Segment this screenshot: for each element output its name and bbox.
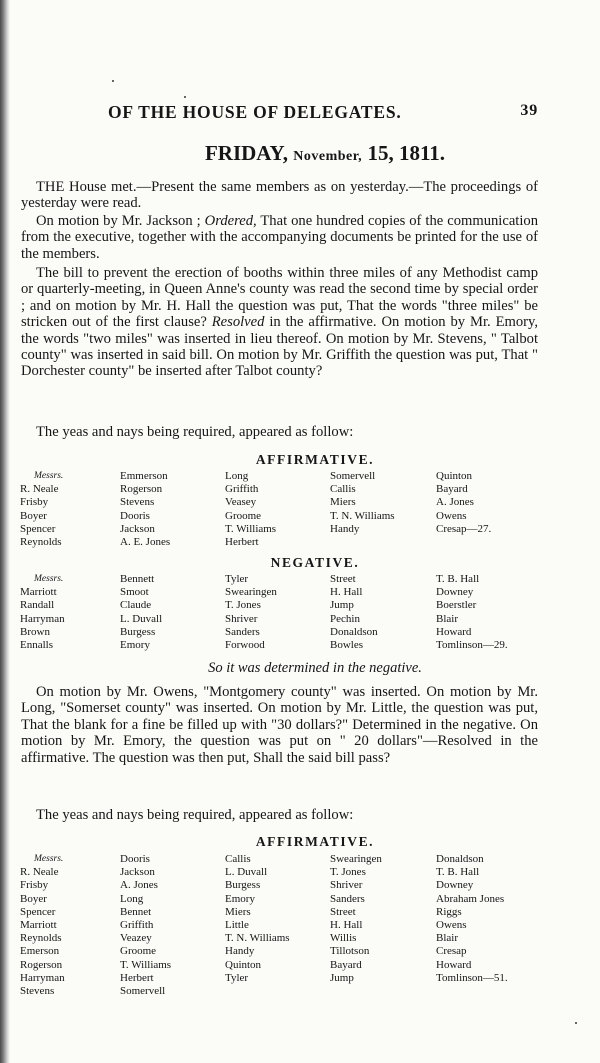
vote1-negative-member-name: T. B. Hall	[436, 573, 480, 585]
table-row	[20, 536, 540, 549]
vote2-affirmative-member-name: Dooris	[120, 853, 150, 865]
vote1-affirmative-member-name: T. N. Williams	[330, 509, 395, 522]
messrs-label: Messrs.	[34, 574, 64, 584]
table-row	[20, 599, 540, 612]
vote2-affirmative-member-name: Jump	[330, 971, 354, 984]
paragraph-amendments: On motion by Mr. Owens, "Montgomery county" was inserted. On motion by Mr. Long, "Somerset county" was inserted. On motion by Mr. Little, the question was put, That the blank for a fine be filled up with "30 dollars?" Determined in the negative. On motion by Mr. Emory, the question was put on " 20 dollars"—Resolved in the affirmative. The question was then put, Shall the said bill pass?	[21, 684, 538, 766]
vote1-affirmative-member-name: Jackson	[120, 522, 155, 535]
vote2-affirmative-member-name: Reynolds	[20, 932, 62, 945]
vote1-negative-member-name: Donaldson	[330, 625, 378, 638]
vote2-affirmative-member-name: Handy	[225, 945, 255, 958]
vote2-affirmative-member-name: Riggs	[436, 905, 462, 918]
vote2-affirmative-member-name: Blair	[436, 932, 458, 945]
table-row	[20, 853, 540, 866]
paragraph-yeas-nays-2: The yeas and nays being required, appeared as follow:	[36, 807, 354, 823]
resolved-word: Resolved	[211, 314, 265, 331]
vote2-affirmative-member-name: Frisby	[20, 879, 49, 892]
vote1-affirmative-member-name: A. E. Jones	[120, 536, 171, 548]
vote1-affirmative-member-name: Bayard	[436, 483, 468, 496]
vote1-negative-member-name: Brown	[20, 625, 50, 638]
vote1-affirmative-member-name: Dooris	[120, 509, 150, 522]
vote2-affirmative-member-name: Tillotson	[330, 945, 370, 958]
vote1-affirmative-member-name: Somervell	[330, 470, 376, 482]
vote2-affirmative-heading: AFFIRMATIVE.	[255, 834, 375, 849]
vote1-affirmative-member-name: Reynolds	[20, 536, 62, 548]
vote1-negative-member-name: Bowles	[330, 639, 363, 651]
vote2-affirmative-member-name: Burgess	[225, 879, 261, 892]
vote2-affirmative-member-name: H. Hall	[330, 919, 363, 931]
table-row	[20, 972, 540, 985]
vote1-negative-member-name: Jump	[330, 599, 354, 612]
vote1-result: So it was determined in the negative.	[208, 660, 422, 676]
vote2-affirmative-member-name: T. B. Hall	[436, 866, 480, 879]
vote2-affirmative-member-name: Marriott	[20, 919, 57, 931]
messrs-label: Messrs.	[34, 854, 64, 864]
vote1-negative-member-name: Harryman	[20, 612, 65, 625]
vote1-negative-member-name: Shriver	[225, 612, 258, 625]
vote2-affirmative-member-name: R. Neale	[20, 866, 59, 879]
date-month: November,	[293, 149, 363, 164]
table-row	[20, 586, 540, 599]
vote2-affirmative-member-name: Jackson	[120, 866, 155, 879]
vote1-affirmative-member-name: Groome	[225, 509, 262, 522]
vote2-affirmative-member-name: Boyer	[20, 892, 47, 905]
table-row	[20, 866, 540, 879]
vote1-affirmative-member-name: Rogerson	[120, 483, 163, 496]
vote1-negative-member-name: T. Jones	[225, 599, 261, 612]
messrs-label: Messrs.	[34, 471, 64, 481]
vote1-negative-member-name: Tyler	[225, 573, 249, 585]
vote2-affirmative-member-name: L. Duvall	[225, 866, 268, 879]
vote1-affirmative-member-name: Stevens	[120, 496, 155, 509]
vote1-affirmative-member-name: Owens	[436, 509, 467, 522]
table-row	[20, 945, 540, 958]
running-head-title: OF THE HOUSE OF DELEGATES.	[108, 102, 402, 122]
vote1-negative-member-name: Forwood	[225, 639, 265, 651]
table-row	[20, 613, 540, 626]
vote1-affirmative-member-name: Long	[225, 470, 249, 482]
vote1-affirmative-member-name: Quinton	[436, 470, 473, 482]
vote2-affirmative-member-name: Callis	[225, 853, 251, 865]
vote1-negative-member-name: H. Hall	[330, 586, 363, 599]
vote2-affirmative-member-name: Tomlinson—51.	[436, 971, 508, 984]
vote1-affirmative-member-name: Herbert	[225, 536, 259, 548]
vote2-affirmative-member-name: Emerson	[20, 945, 60, 958]
vote1-negative-member-name: Ennalls	[20, 639, 53, 651]
vote2-affirmative-member-name: Abraham Jones	[436, 892, 505, 905]
vote2-affirmative-member-name: Quinton	[225, 958, 262, 971]
vote2-affirmative-member-name: Miers	[225, 905, 251, 918]
vote1-negative-heading: NEGATIVE.	[270, 555, 360, 570]
vote1-affirmative-member-name: T. Williams	[225, 522, 277, 535]
vote1-affirmative-heading: AFFIRMATIVE.	[255, 452, 375, 467]
vote1-negative-member-name: Emory	[120, 639, 150, 651]
vote1-affirmative-member-name: R. Neale	[20, 483, 59, 496]
running-head	[108, 102, 538, 123]
table-row	[20, 932, 540, 945]
vote2-affirmative-member-name: Little	[225, 919, 249, 931]
vote1-affirmative-member-name: Cresap—27.	[436, 522, 492, 535]
vote2-affirmative-member-name: Stevens	[20, 985, 55, 997]
vote2-affirmative-member-name: Street	[330, 905, 356, 918]
print-speck	[184, 96, 186, 98]
vote2-affirmative-member-name: Downey	[436, 879, 474, 892]
vote1-affirmative-member-name: Griffith	[225, 483, 259, 496]
vote1-negative-member-name: Bennett	[120, 573, 155, 585]
vote2-affirmative-member-name: Owens	[436, 919, 467, 931]
vote1-negative-member-name: Claude	[120, 599, 152, 612]
vote2-affirmative-member-name: Tyler	[225, 971, 249, 984]
vote1-negative-member-name: Boerstler	[436, 599, 477, 612]
vote2-affirmative-member-name: T. Jones	[330, 866, 366, 879]
table-row	[20, 470, 540, 483]
table-row	[20, 496, 540, 509]
vote2-affirmative-member-name: Somervell	[120, 985, 166, 997]
ordered-word: Ordered,	[204, 213, 257, 229]
vote1-affirmative-member-name: Frisby	[20, 496, 49, 509]
vote2-affirmative-member-name: Bennet	[120, 905, 152, 918]
paragraph-house-met: THE House met.—Present the same members as on yesterday.—The proceedings of yesterday were read.	[21, 179, 538, 212]
vote1-affirmative-member-name: Veasey	[225, 496, 257, 509]
date-day: FRIDAY,	[204, 141, 289, 165]
paragraph-jackson-motion	[21, 213, 538, 262]
jackson-motion-body: That one hundred copies of the communication from the executive, together with the accompanying documents be printed for the use of the members.	[21, 213, 539, 262]
vote1-negative-member-name: Burgess	[120, 625, 156, 638]
vote1-negative-member-name: L. Duvall	[120, 612, 163, 625]
table-row	[20, 985, 540, 998]
vote1-negative-member-name: Downey	[436, 586, 474, 599]
vote1-negative-member-name: Blair	[436, 612, 458, 625]
booths-bill-intro: The bill to prevent the erection of booths within three miles of any Methodist camp or quarterly-meeting, in Queen Anne's county was read the second time by special order ; and on motion by Mr. H. Hall the question was put, That the words "three miles" be stricken out of the first clause?	[21, 265, 538, 331]
vote1-negative-member-name: Howard	[436, 625, 472, 638]
vote2-affirmative-member-name: Long	[120, 892, 144, 905]
vote2-affirmative-member-name: Sanders	[330, 892, 365, 905]
vote2-affirmative-member-name: Harryman	[20, 971, 65, 984]
vote1-affirmative-member-name: Miers	[330, 496, 356, 509]
table-row	[20, 573, 540, 586]
table-row	[20, 879, 540, 892]
table-row	[20, 893, 540, 906]
vote2-affirmative-member-name: Veazey	[120, 932, 152, 945]
vote2-affirmative-member-name: Groome	[120, 945, 157, 958]
vote1-negative-member-name: Marriott	[20, 586, 57, 599]
booths-bill-body: in the affirmative. On motion by Mr. Emory, the words "two miles" was inserted in lieu thereof. On motion by Mr. Stevens, " Talbot county" was inserted in said bill. On motion by Mr. Griffith the question was put, That " Dorchester county" be inserted after Talbot county?	[21, 314, 538, 380]
vote1-affirmative-member-name: Emmerson	[120, 470, 168, 482]
vote2-affirmative-member-name: Griffith	[120, 919, 154, 931]
vote2-affirmative-member-name: A. Jones	[120, 879, 158, 892]
vote2-affirmative-member-name: T. Williams	[120, 958, 172, 971]
table-row	[20, 626, 540, 639]
vote2-affirmative-member-name: Swearingen	[330, 853, 382, 865]
page-number: 39	[520, 102, 538, 119]
vote2-affirmative-member-name: T. N. Williams	[225, 932, 290, 945]
vote1-negative-member-name: Sanders	[225, 625, 260, 638]
vote2-affirmative-member-name: Willis	[330, 932, 357, 945]
vote2-affirmative-member-name: Bayard	[330, 958, 362, 971]
table-row	[20, 919, 540, 932]
vote1-negative-member-name: Randall	[20, 599, 55, 612]
date-rest: 15, 1811.	[367, 141, 446, 165]
date-heading	[0, 141, 600, 166]
vote1-affirmative-member-name: Boyer	[20, 509, 47, 522]
vote1-affirmative-member-name: Handy	[330, 522, 360, 535]
vote2-affirmative-member-name: Howard	[436, 958, 472, 971]
vote2-affirmative-member-name: Herbert	[120, 971, 154, 984]
table-row	[20, 523, 540, 536]
table-row	[20, 906, 540, 919]
print-speck	[112, 80, 114, 82]
vote1-affirmative-member-name: Callis	[330, 483, 356, 496]
table-row	[20, 639, 540, 652]
vote1-negative-member-name: Tomlinson—29.	[436, 639, 508, 651]
vote1-affirmative-member-name: A. Jones	[436, 496, 474, 509]
vote2-affirmative-member-name: Spencer	[20, 905, 56, 918]
vote1-negative-member-name: Smoot	[120, 586, 149, 599]
vote1-negative-member-name: Street	[330, 573, 356, 585]
vote2-affirmative-member-name: Rogerson	[20, 958, 63, 971]
table-row	[20, 483, 540, 496]
vote2-affirmative-member-name: Cresap	[436, 945, 467, 958]
jackson-motion-intro: On motion by Mr. Jackson ;	[36, 213, 205, 229]
table-row	[20, 510, 540, 523]
vote1-negative-member-name: Pechin	[330, 612, 360, 625]
vote2-affirmative-member-name: Emory	[225, 892, 255, 905]
paragraph-yeas-nays-1: The yeas and nays being required, appeared as follow:	[36, 424, 354, 440]
vote1-negative-member-name: Swearingen	[225, 586, 277, 599]
print-speck	[575, 1022, 577, 1024]
vote1-affirmative-member-name: Spencer	[20, 522, 56, 535]
paragraph-booths-bill	[21, 265, 538, 380]
vote2-affirmative-member-name: Shriver	[330, 879, 363, 892]
table-row	[20, 959, 540, 972]
vote2-affirmative-member-name: Donaldson	[436, 853, 484, 865]
